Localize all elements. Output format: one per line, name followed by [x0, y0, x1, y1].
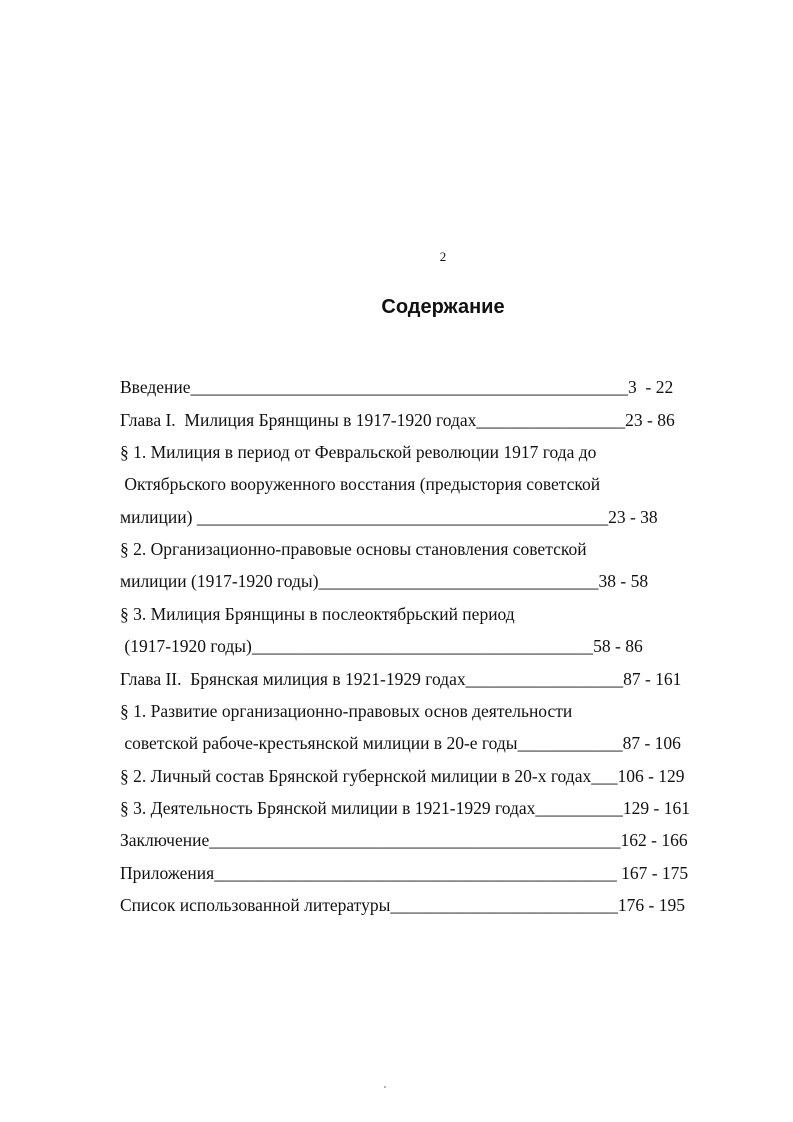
toc-entry-section-2-1-line-2: советской рабоче-крестьянской милиции в 20-е годы____________87 - 106: [120, 733, 681, 753]
toc-entry-section-1-1-line-2: Октябрьского вооруженного восстания (предыстория советской: [120, 474, 601, 494]
toc-entry-section-2-1-line-1: § 1. Развитие организационно-правовых основ деятельности: [120, 701, 573, 721]
toc-entry-introduction: Введение__________________________________________________3 - 22: [120, 377, 674, 397]
toc-entry-bibliography: Список использованной литературы__________________________176 - 195: [120, 895, 685, 915]
toc-entry-section-1-2-line-2: милиции (1917-1920 годы)________________________________38 - 58: [120, 571, 649, 591]
toc-entry-chapter-2: Глава II. Брянская милиция в 1921-1929 годах__________________87 - 161: [120, 669, 682, 689]
toc-entry-section-1-2-line-1: § 2. Организационно-правовые основы становления советской: [120, 539, 587, 559]
toc-entry-section-1-3-line-2: (1917-1920 годы)_______________________________________58 - 86: [120, 636, 643, 656]
scan-speck: [384, 1086, 386, 1088]
toc-entry-section-2-2: § 2. Личный состав Брянской губернской милиции в 20-х годах___106 - 129: [120, 766, 685, 786]
page-title: Содержание: [381, 296, 505, 318]
toc-entry-section-2-3: § 3. Деятельность Брянской милиции в 1921-1929 годах__________129 - 161: [120, 798, 690, 818]
toc-entry-section-1-1-line-1: § 1. Милиция в период от Февральской революции 1917 года до: [120, 442, 597, 462]
toc-entry-section-1-3-line-1: § 3. Милиция Брянщины в послеоктябрьский период: [120, 604, 515, 624]
toc-entry-section-1-1-line-3: милиции) _______________________________________________23 - 38: [120, 507, 658, 527]
toc-entry-chapter-1: Глава I. Милиция Брянщины в 1917-1920 годах_________________23 - 86: [120, 410, 675, 430]
toc-entry-conclusion: Заключение_______________________________________________162 - 166: [120, 830, 688, 850]
toc-entry-appendices: Приложения______________________________________________ 167 - 175: [120, 863, 689, 883]
page-number: 2: [439, 249, 447, 264]
